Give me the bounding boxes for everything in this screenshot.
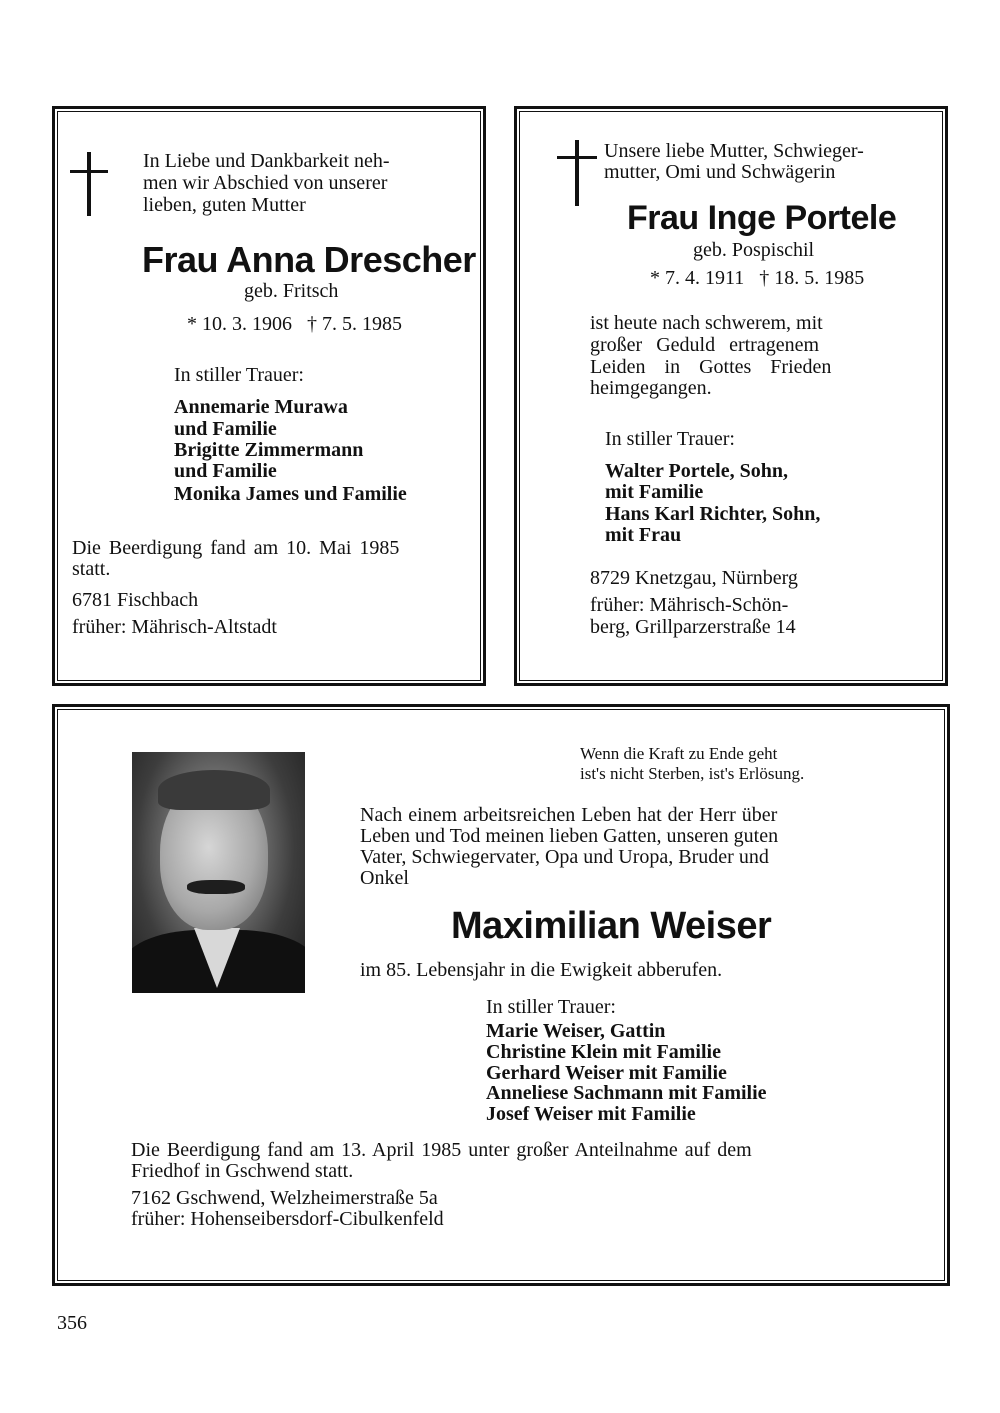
maiden-name: geb. Pospischil: [693, 239, 815, 261]
funeral-info: Die Beerdigung fand am 10. Mai 1985: [72, 537, 400, 559]
page-number: 356: [57, 1312, 87, 1334]
mourner: Hans Karl Richter, Sohn,: [605, 503, 821, 525]
deceased-name: Maximilian Weiser: [451, 905, 772, 947]
mourner: Monika James und Familie: [174, 483, 407, 505]
life-dates: * 10. 3. 1906 † 7. 5. 1985: [187, 313, 402, 335]
intro-line: Onkel: [360, 867, 409, 889]
text-line: großer Geduld ertragenem: [590, 334, 820, 356]
mourner: Annemarie Murawa: [174, 396, 348, 418]
address-line: früher: Hohenseibersdorf-Cibulkenfeld: [131, 1208, 444, 1230]
mourning-label: In stiller Trauer:: [605, 428, 735, 450]
mourner: Christine Klein mit Familie: [486, 1041, 721, 1063]
funeral-info: statt.: [72, 558, 111, 580]
mourning-label: In stiller Trauer:: [486, 996, 616, 1018]
mourner: Josef Weiser mit Familie: [486, 1103, 696, 1125]
address-line: 7162 Gschwend, Welzheimerstraße 5a: [131, 1187, 438, 1209]
deceased-name: Frau Inge Portele: [627, 199, 897, 237]
intro-line: men wir Abschied von unserer: [143, 172, 388, 194]
address-line: berg, Grillparzerstraße 14: [590, 616, 796, 638]
mourner: und Familie: [174, 460, 277, 482]
intro-line: Unsere liebe Mutter, Schwieger-: [604, 140, 864, 162]
text-line: heimgegangen.: [590, 377, 712, 399]
intro-line: Vater, Schwiegervater, Opa und Uropa, Bruder und: [360, 846, 769, 868]
funeral-info: Friedhof in Gschwend statt.: [131, 1160, 354, 1182]
funeral-info: Die Beerdigung fand am 13. April 1985 unter großer Anteilnahme auf dem: [131, 1139, 752, 1161]
deceased-name: Frau Anna Drescher: [142, 239, 476, 280]
life-dates: * 7. 4. 1911 † 18. 5. 1985: [650, 267, 865, 289]
quote-line: ist's nicht Sterben, ist's Erlösung.: [580, 764, 805, 783]
mourner: Walter Portele, Sohn,: [605, 460, 788, 482]
address-line: früher: Mährisch-Altstadt: [72, 616, 277, 638]
address-line: 8729 Knetzgau, Nürnberg: [590, 567, 798, 589]
mourning-label: In stiller Trauer:: [174, 364, 304, 386]
intro-line: mutter, Omi und Schwägerin: [604, 161, 836, 183]
mourner: mit Familie: [605, 481, 704, 503]
text-line: im 85. Lebensjahr in die Ewigkeit abberufen.: [360, 959, 723, 981]
portrait-photo: [132, 752, 305, 993]
intro-line: lieben, guten Mutter: [143, 194, 306, 216]
intro-line: Nach einem arbeitsreichen Leben hat der Herr über: [360, 804, 778, 826]
address-line: früher: Mährisch-Schön-: [590, 594, 789, 616]
cross-icon: [70, 152, 108, 216]
intro-line: In Liebe und Dankbarkeit neh-: [143, 150, 390, 172]
text-line: ist heute nach schwerem, mit: [590, 312, 823, 334]
quote-line: Wenn die Kraft zu Ende geht: [580, 744, 778, 763]
mourner: Anneliese Sachmann mit Familie: [486, 1082, 767, 1104]
mourner: mit Frau: [605, 524, 682, 546]
text-line: Leiden in Gottes Frieden: [590, 356, 832, 378]
mourner: Brigitte Zimmermann: [174, 439, 364, 461]
mourner: Gerhard Weiser mit Familie: [486, 1062, 727, 1084]
intro-line: Leben und Tod meinen lieben Gatten, unseren guten: [360, 825, 779, 847]
maiden-name: geb. Fritsch: [244, 280, 339, 302]
address-line: 6781 Fischbach: [72, 589, 199, 611]
mourner: und Familie: [174, 418, 277, 440]
mourner: Marie Weiser, Gattin: [486, 1020, 666, 1042]
cross-icon: [557, 140, 597, 206]
